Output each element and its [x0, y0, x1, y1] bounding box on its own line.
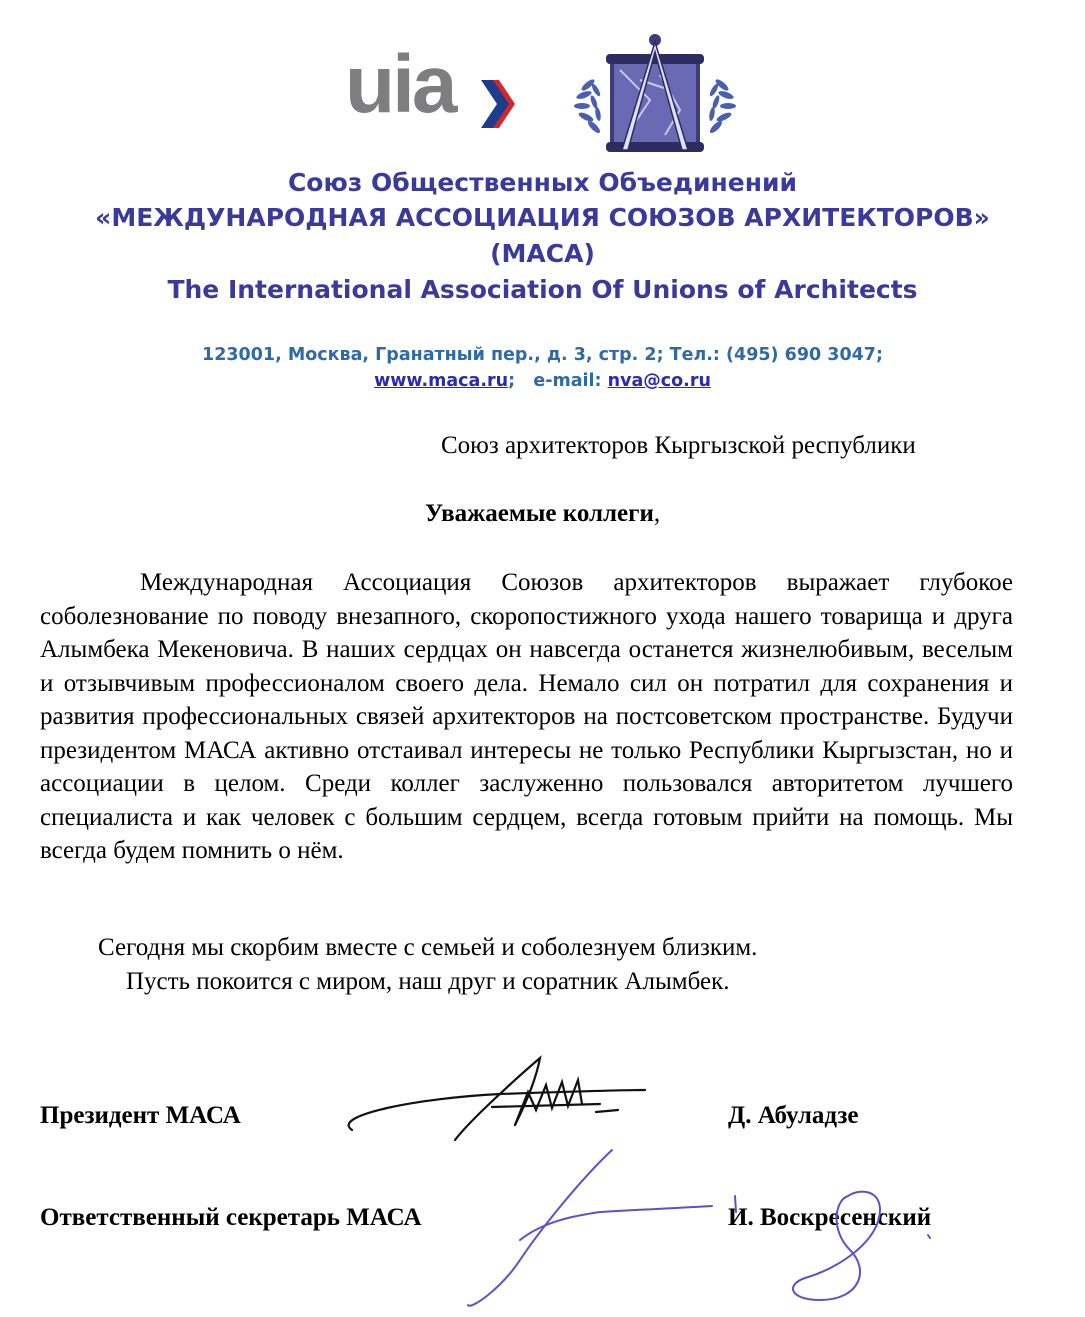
- president-signature: [349, 1058, 645, 1140]
- president-name: Д. Абуладзе: [728, 1102, 859, 1129]
- greeting-punctuation: ,: [653, 500, 661, 527]
- body-paragraph: Международная Ассоциация Союзов архитекторов выражает глубокое соболезнование по поводу внезапного, скоропостижного ухода нашего товарища и друга Алымбека Мекеновича. В наших сердцах он навсегда останется жизнелюбивым, веселым и отзывчивым профессионалом своего дела. Немало сил он потратил для сохранения и развития профессиональных связей архитекторов на постсоветском пространстве. Будучи президентом МАСА активно отстаивал интересы не только Республики Кыргызстан, но и ассоциации в целом. Среди коллег заслуженно пользовался авторитетом лучшего специалиста и как человек с большим сердцем, всегда готовым прийти на помощь. Мы всегда будем помнить о нём.: [40, 569, 1013, 864]
- org-abbreviation: (МАСА): [490, 239, 595, 268]
- maca-emblem-icon: [570, 30, 740, 160]
- contact-address: 123001, Москва, Гранатный пер., д. 3, стр. 2; Тел.: (495) 690 3047;: [202, 345, 883, 365]
- contact-separator: ;: [508, 371, 516, 391]
- uia-logo-text: uia: [345, 39, 455, 130]
- letter-body: [40, 566, 1013, 868]
- org-name-english: The International Association Of Unions of Architects: [167, 275, 918, 304]
- secretary-title: Ответственный секретарь МАСА: [40, 1204, 422, 1231]
- recipient: Союз архитекторов Кыргызской республики: [441, 432, 916, 459]
- closing-line-1: Сегодня мы скорбим вместе с семьей и соболезнуем близким.: [98, 934, 758, 961]
- logo-row: [0, 30, 1085, 165]
- greeting: [0, 500, 1085, 528]
- uia-logo: [345, 39, 515, 138]
- greeting-text: Уважаемые коллеги: [424, 500, 654, 527]
- secretary-name: И. Воскресенский: [728, 1204, 932, 1231]
- contact-links-line: [0, 371, 1085, 391]
- email-label: e-mail:: [533, 371, 602, 391]
- website-link[interactable]: www.maca.ru: [374, 371, 509, 391]
- closing-line-2: Пусть покоится с миром, наш друг и соратник Алымбек.: [126, 968, 730, 995]
- uia-chevron-icon: [477, 78, 517, 130]
- email-link[interactable]: nva@co.ru: [607, 371, 711, 391]
- org-name-line: «МЕЖДУНАРОДНАЯ АССОЦИАЦИЯ СОЮЗОВ АРХИТЕКТОРОВ»: [95, 203, 990, 232]
- president-title: Президент МАСА: [40, 1102, 241, 1129]
- org-type-line: Союз Общественных Объединений: [287, 168, 798, 197]
